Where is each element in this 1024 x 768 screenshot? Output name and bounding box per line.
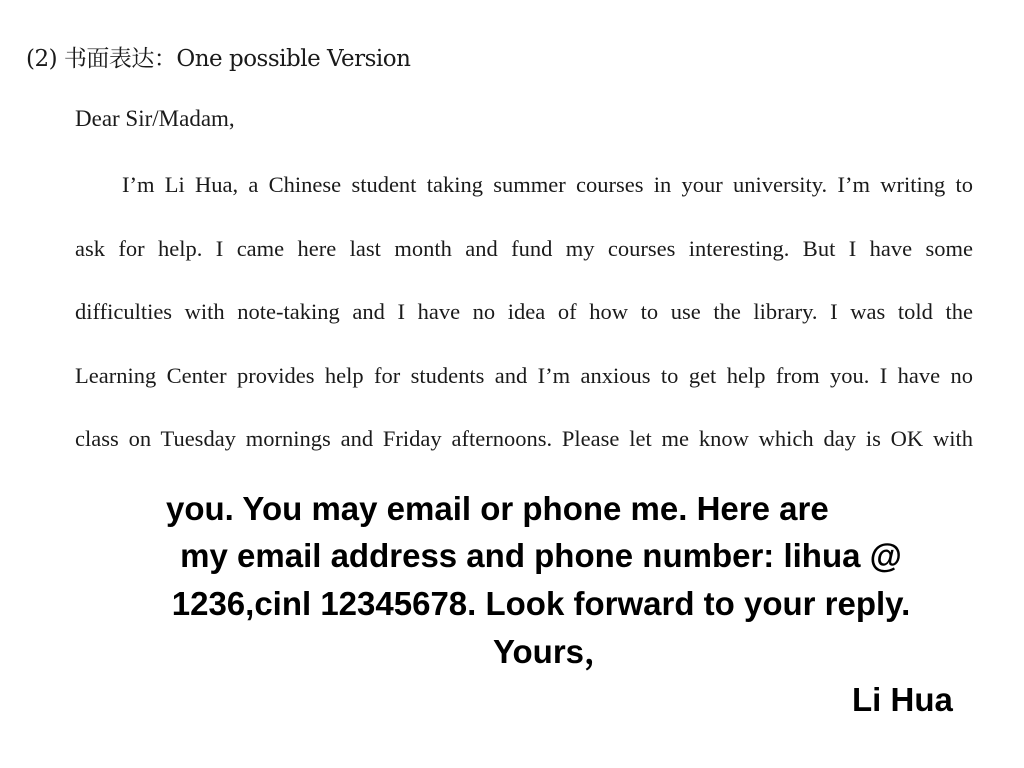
letter-closing: Yours， xyxy=(492,633,618,670)
letter-salutation: Dear Sir/Madam, xyxy=(75,106,235,131)
letter-signature: Li Hua xyxy=(852,681,953,718)
letter-typed-line: you. You may email or phone me. Here are xyxy=(166,490,829,527)
section-heading: (2) 书面表达：One possible Version xyxy=(26,46,411,72)
letter-typed-line: 1236,cinl 12345678. Look forward to your reply. xyxy=(171,585,911,622)
letter-body-line: I’m Li Hua, a Chinese student taking summer courses in your university. I’m writing to xyxy=(122,172,973,197)
letter-body-line: Learning Center provides help for students and I’m anxious to get help from you. I have no xyxy=(75,363,973,388)
letter-body-line: difficulties with note-taking and I have no idea of how to use the library. I was told the xyxy=(75,299,973,324)
letter-body-line: ask for help. I came here last month and fund my courses interesting. But I have some xyxy=(75,236,973,261)
letter-body-line: class on Tuesday mornings and Friday afternoons. Please let me know which day is OK with xyxy=(75,426,973,451)
letter-typed-line: my email address and phone number: lihua @ xyxy=(180,537,902,574)
